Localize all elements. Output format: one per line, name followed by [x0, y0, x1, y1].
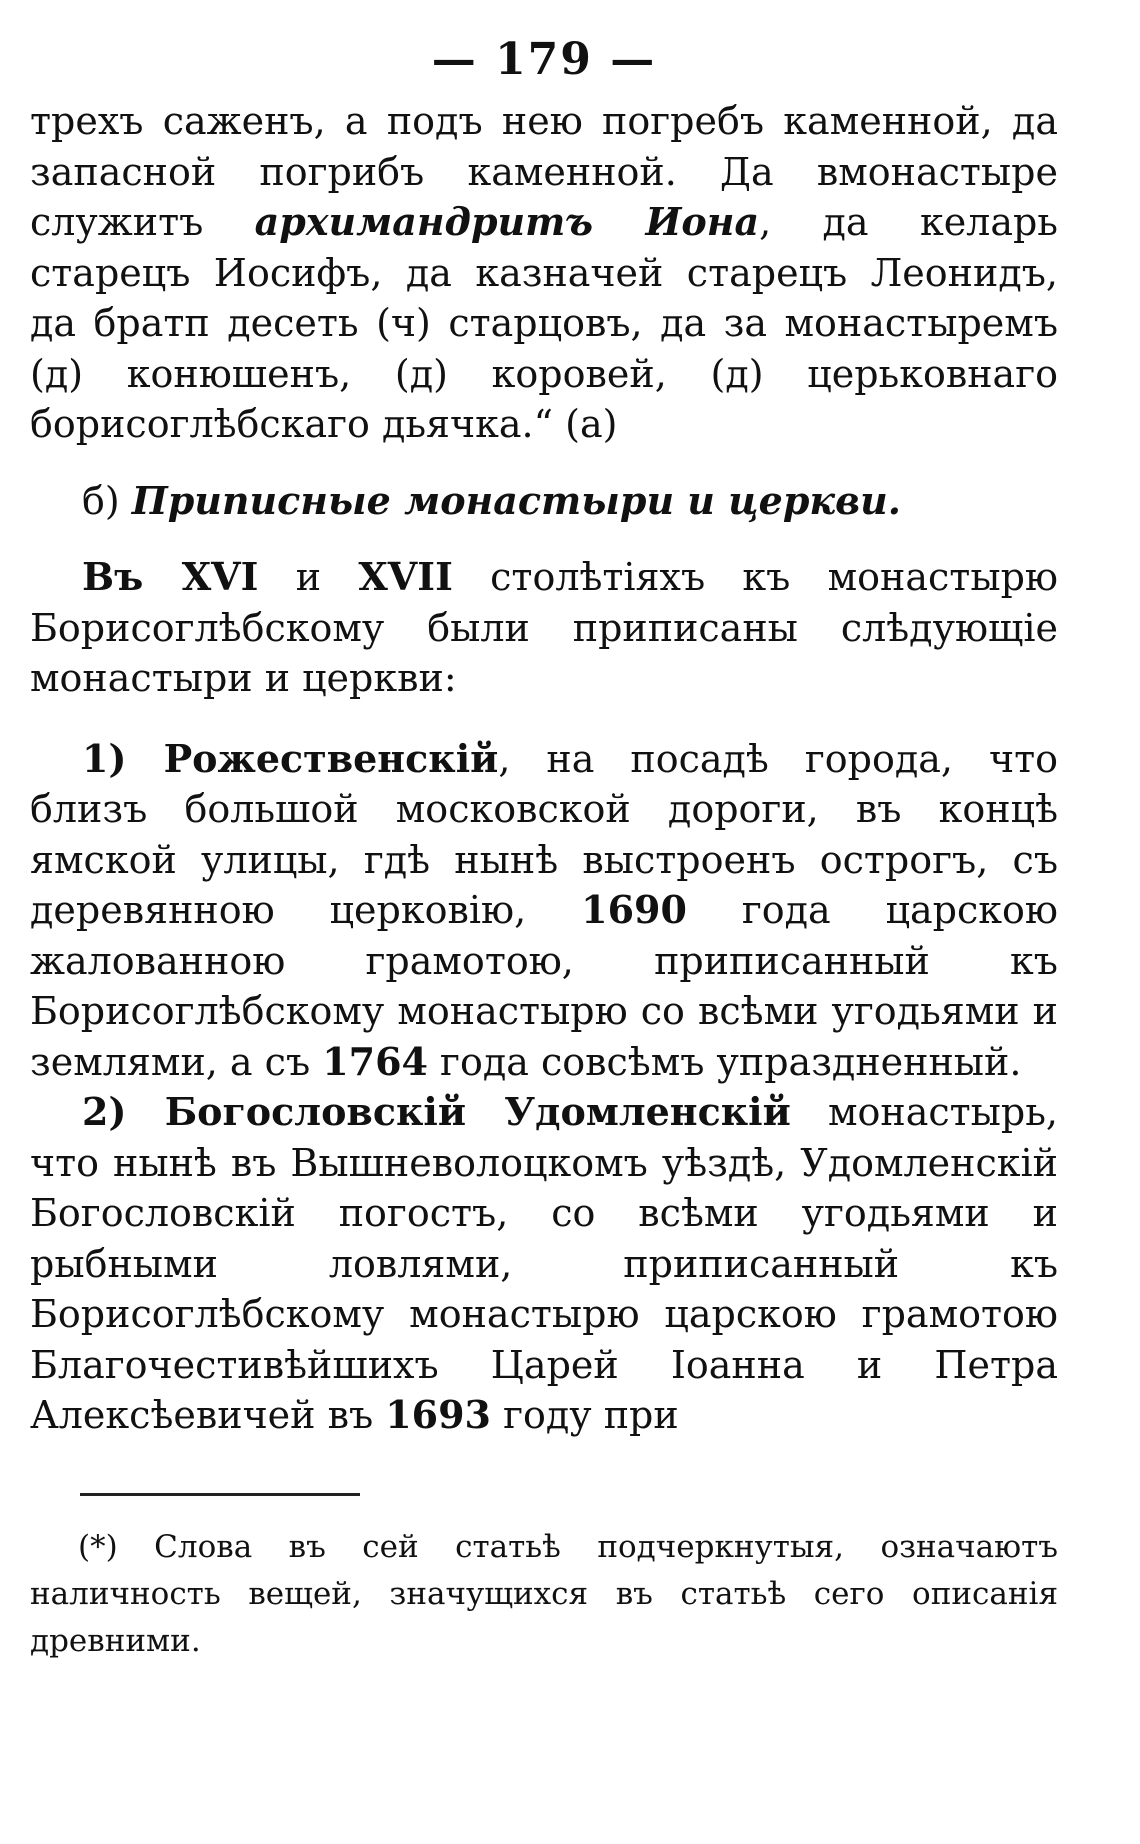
section-title: Приписные монастыри и церкви.	[131, 477, 901, 523]
year: 1693	[385, 1392, 491, 1437]
document-page	[30, 32, 1058, 1665]
footnote-divider	[80, 1493, 360, 1496]
century-label: Въ XVI	[82, 554, 259, 599]
item-text: году при	[491, 1393, 679, 1437]
list-item	[30, 734, 1058, 1088]
section-letter: б)	[82, 478, 132, 523]
paragraph-inventory	[30, 96, 1058, 450]
section-heading	[30, 476, 1058, 527]
item-number: 2)	[82, 1089, 127, 1134]
item-title: Богословскій Удомленскій	[126, 1089, 791, 1134]
footnote: (*) Слова въ сей статьѣ подчеркнутыя, означаютъ наличность вещей, значущихся въ статьѣ сего описанія древними.	[30, 1528, 1058, 1659]
paragraph-text: трехъ саженъ, а подъ нею погребъ каменной, да запасной погрибъ каменной. Да вмонастыре служитъ	[30, 99, 1058, 244]
paragraph-text: , да келарь старецъ Иосифъ, да казначей старецъ Леонидъ, да братп десеть (ч) старцовъ, да за монастыремъ (д) конюшенъ, (д) коровей, (д) церьковнаго борисоглѣбскаго дьячка.“ (а)	[30, 200, 1058, 446]
paragraph-text: и	[258, 555, 359, 599]
item-text: монастырь, что нынѣ въ Вышневолоцкомъ уѣздѣ, Удомленскій Богословскій погостъ, со всѣми угодьями и рыбными ловлями, приписанный къ Борисоглѣбскому монастырю царскою грамотою Благочестивѣйшихъ Царей Іоанна и Петра Алексѣевичей въ	[30, 1090, 1058, 1437]
item-text: , на посадѣ города, что близъ большой московской дороги, въ концѣ ямской улицы, гдѣ нынѣ выстроенъ острогъ, съ деревянною церковію,	[30, 736, 1058, 932]
year: 1764	[322, 1038, 428, 1084]
paragraph-intro	[30, 552, 1058, 704]
century-label: XVII	[358, 554, 453, 599]
item-text: года царскою жалованною грамотою, приписанный къ Борисоглѣбскому монастырю со всѣми угодьями и землями, а съ	[30, 888, 1058, 1084]
item-title: Рожественскій	[126, 735, 499, 781]
italic-name: архимандритъ Иона	[254, 199, 760, 244]
year: 1690	[581, 887, 687, 932]
item-number: 1)	[82, 735, 127, 781]
item-text: года совсѣмъ упраздненный.	[427, 1039, 1022, 1084]
paragraph-text: столѣтіяхъ къ монастырю Борисоглѣбскому были приписаны слѣдующіе монастыри и церкви:	[30, 555, 1058, 700]
page-number: — 179 —	[431, 34, 657, 85]
list-item	[30, 1087, 1058, 1441]
